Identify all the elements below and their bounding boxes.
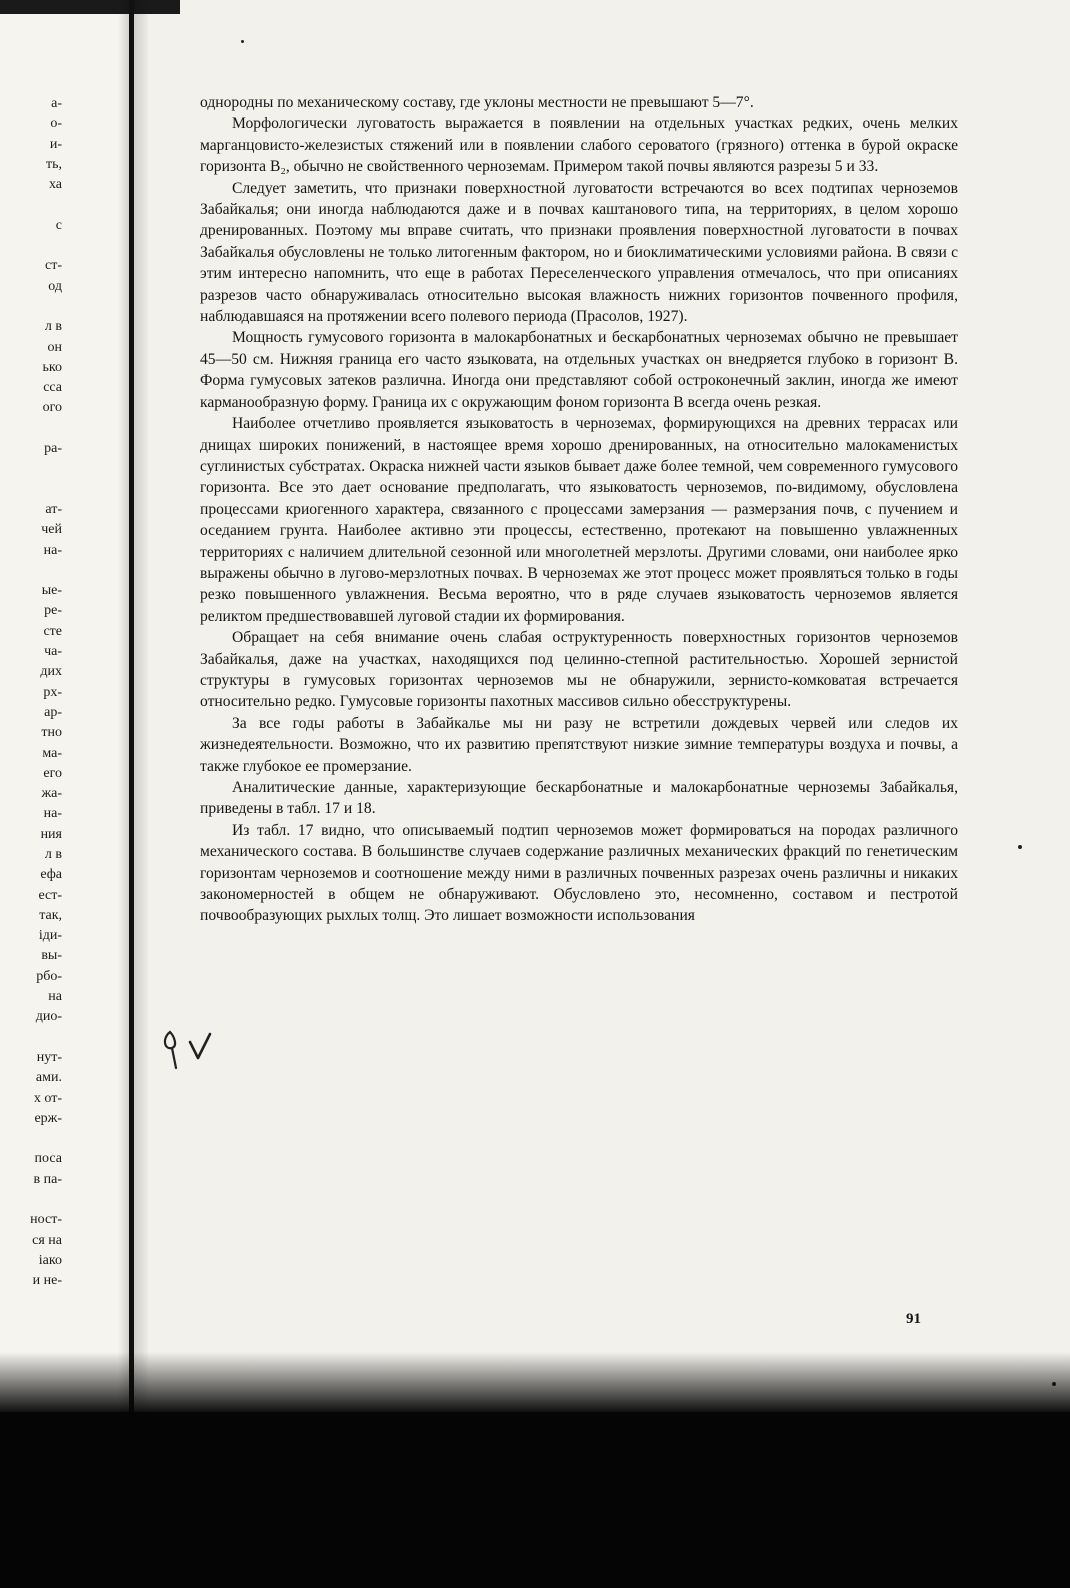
adjacent-page-fragment: о- <box>50 116 62 132</box>
adjacent-page-fragment <box>6 236 62 256</box>
adjacent-page-fragment: ерж- <box>34 1110 62 1126</box>
adjacent-page-fragment: ния <box>40 826 62 842</box>
adjacent-page-fragment: на <box>48 989 62 1005</box>
adjacent-page-fragment: ра- <box>44 441 62 457</box>
scan-speck <box>241 40 244 43</box>
adjacent-page-fragment: ма- <box>42 745 62 761</box>
adjacent-page-fragment <box>6 195 62 215</box>
paragraph: Наиболее отчетливо проявляется языковатость в черноземах, формирующихся на древних террасах или днищах широких понижений, в настоящее время хорошо дренированных, на относительно малокаменистых суглинистых субстратах. Окраска нижней части языков бывает даже более темной, чем современного гумусового горизонта. Все это дает основание предполагать, что языковатость черноземов, по-видимому, обусловлена процессами криогенного характера, связанного с процессами замерзания — размерзания почв, с пучением и оседанием грунта. Наиболее активно эти процессы, естественно, протекают на повышенно увлажненных территориях с наличием длительной сезонной или многолетней мерзлоты. Другими словами, они наиболее ярко выражены обычно в лугово-мерзлотных почвах. В черноземах же этот процесс может проявляться только в годы резко повышенного увлажнения. Весьма вероятно, что в ряде случаев языковатость черноземов является реликтом предшествовавшей луговой стадии их формирования. <box>200 415 958 625</box>
adjacent-page-fragment: вы- <box>41 948 62 964</box>
adjacent-page-fragment <box>6 419 62 439</box>
adjacent-page-fragment <box>6 1028 62 1048</box>
adjacent-page-fragment: нут- <box>36 1049 62 1065</box>
adjacent-page-fragment: сса <box>43 380 62 396</box>
adjacent-page-fragment: ого <box>42 400 62 416</box>
adjacent-page-fragment: ст- <box>45 258 62 274</box>
adjacent-page-fragment: ха <box>48 177 62 193</box>
adjacent-page-fragment: дио- <box>35 1009 62 1025</box>
adjacent-page-fragment <box>6 1190 62 1210</box>
adjacent-page-fragment: ест- <box>38 887 62 903</box>
paragraph: Мощность гумусового горизонта в малокарбонатных и бескарбонатных черноземах обычно не превышает 45—50 см. Нижняя граница его часто языковата, на отдельных участках он внедряется глубоко в горизонт В. Форма гумусовых затеков различна. Иногда они представляют собой остроконечный заклин, иногда же имеют карманообразную форму. Граница их с окружающим фоном горизонта В всегда очень резкая. <box>200 329 958 411</box>
scan-edge-top <box>0 0 180 14</box>
adjacent-page-fragment: ат- <box>45 501 62 517</box>
paragraph: Аналитические данные, характеризующие бескарбонатные и малокарбонатные черноземы Забайкалья, приведены в табл. 17 и 18. <box>200 779 958 818</box>
adjacent-page-fragment: ые- <box>41 583 62 599</box>
paragraph: Из табл. 17 видно, что описываемый подтип черноземов может формироваться на породах различного механического состава. В большинстве случаев содержание различных механических фракций по генетическим горизонтам черноземов и соотношение между ними в различных почвенных разрезах очень различны и никаких закономерностей в общем не обнаруживают. Обусловлено это, несомненно, составом и пестротой почвообразующих рыхлых толщ. Это лишает возможности использования <box>200 821 958 925</box>
adjacent-page-fragment: ами. <box>35 1070 62 1086</box>
adjacent-page-fragment: ар- <box>44 704 62 720</box>
paragraph: однородны по механическому составу, где уклоны местности не превышают 5—7°. <box>200 94 754 111</box>
adjacent-page-fragment: и не- <box>32 1273 62 1289</box>
adjacent-page-fragment: он <box>47 339 62 355</box>
adjacent-page-fragment: од <box>48 278 62 294</box>
scan-speck <box>1018 845 1022 849</box>
scan-dark-edge <box>0 1412 1070 1588</box>
paragraph: Обращает на себя внимание очень слабая оструктуренность поверхностных горизонтов черноземов Забайкалья, даже на участках, находящихся под целинно-степной растительностью. Хорошей зернистой структуры в гумусовых горизонтах черноземов мы не обнаружили, зернисто-комковатая встречается относительно редко. Гумусовые горизонты пахотных массивов сильно обесструктурены. <box>200 629 958 711</box>
adjacent-page-fragment: так, <box>39 907 62 923</box>
adjacent-page-fragment <box>6 297 62 317</box>
adjacent-page-fragment: рбо- <box>36 968 62 984</box>
paragraph: За все годы работы в Забайкалье мы ни разу не встретили дождевых червей или следов их жизнедеятельности. Возможно, что их развитию препятствуют низкие зимние температуры воздуха и почвы, а также глубокое ее промерзание. <box>200 714 958 775</box>
adjacent-page-fragment: чей <box>41 522 62 538</box>
adjacent-page-fragment: ре- <box>44 603 62 619</box>
binding-gutter-line <box>129 0 134 1500</box>
adjacent-page-fragment: тно <box>41 725 62 741</box>
adjacent-page-fragment: х от- <box>33 1090 62 1106</box>
adjacent-page-fragment: его <box>43 765 62 781</box>
adjacent-page-fragment: ча- <box>44 644 62 660</box>
adjacent-page-fragment: поса <box>34 1151 62 1167</box>
page-number: 91 <box>906 1311 921 1327</box>
paragraph: Следует заметить, что признаки поверхностной луговатости встречаются во всех подтипах черноземов Забайкалья; они иногда наблюдаются даже и в почвах каштанового типа, на территориях, в целом хорошо дренированных. Поэтому мы вправе считать, что признаки проявления поверхностной луговатости в почвах Забайкалья обусловлены не только литогенным фактором, но и биоклиматическими условиями района. В связи с этим интересно напомнить, что еще в работах Переселенческого управления отмечалось, что при описаниях разрезов часто обнаруживалась относительно высокая влажность нижних горизонтов почвенного профиля, наблюдавшаяся на протяжении всего полевого периода (Прасолов, 1927). <box>200 179 958 326</box>
adjacent-page-fragment <box>6 561 62 581</box>
adjacent-page-fragment: дих <box>40 664 62 680</box>
adjacent-page-fragment: жа- <box>41 786 62 802</box>
adjacent-page-fragment: ть, <box>45 156 62 172</box>
adjacent-page-fragment <box>6 459 62 479</box>
adjacent-page-fragment: ся на <box>32 1232 62 1248</box>
adjacent-page-fragments <box>6 94 62 1292</box>
adjacent-page-fragment: ност- <box>30 1212 62 1228</box>
adjacent-page-fragment: ько <box>42 359 62 375</box>
adjacent-page-fragment: л в <box>44 846 62 862</box>
adjacent-page-fragment: рх- <box>43 684 62 700</box>
adjacent-page-fragment: сте <box>43 623 62 639</box>
adjacent-page-fragment: с <box>55 217 62 233</box>
adjacent-page-fragment: л в <box>44 319 62 335</box>
main-text-block <box>200 92 958 927</box>
adjacent-page-fragment: и- <box>49 136 62 152</box>
adjacent-page-fragment <box>6 480 62 500</box>
adjacent-page-fragment: а- <box>51 96 62 111</box>
adjacent-page-fragment <box>6 1129 62 1149</box>
adjacent-page-fragment: на- <box>43 542 62 558</box>
adjacent-page-fragment: іди- <box>38 928 62 944</box>
adjacent-page-fragment: в па- <box>33 1171 62 1187</box>
pencil-annotation <box>160 1028 216 1070</box>
adjacent-page-fragment: ефа <box>40 867 62 883</box>
paragraph: Морфологически луговатость выражается в появлении на отдельных участках редких, очень мелких марганцовисто-железистых стяжений или в появлении слабого сероватого (грязного) оттенка в бурой окраске горизонта B₂, обычно не свойственного черноземам. Примером такой почвы являются разрезы 5 и 33. <box>200 115 958 176</box>
adjacent-page-fragment: іако <box>38 1252 62 1268</box>
adjacent-page-fragment: на- <box>43 806 62 822</box>
